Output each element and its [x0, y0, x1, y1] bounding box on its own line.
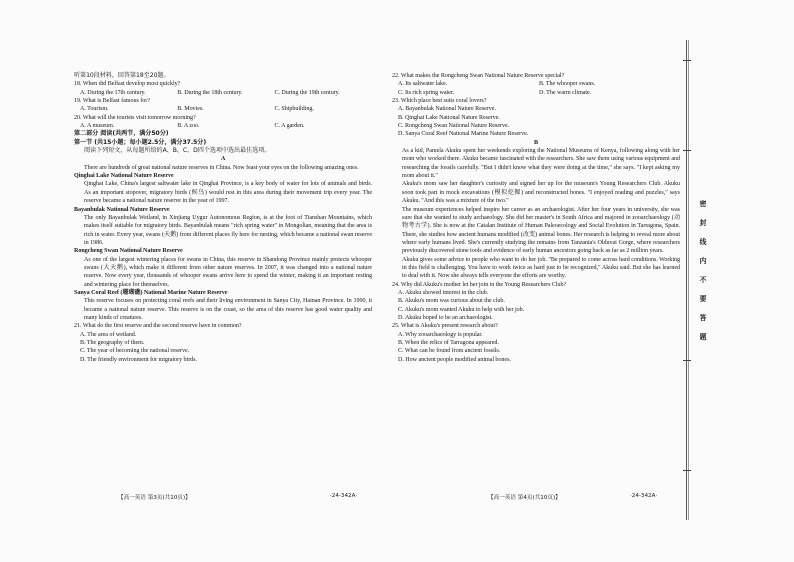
- option: B. The geography of them.: [80, 340, 145, 346]
- passage-b-paragraph-3: The museum experiences helped inspire her career as an archaeologist. After her four years in university, she was sure that she wanted to study archaeology. She did her master's in South Africa and majored in zooarchaeology (动物考古学). She is now at the Catalan Institute of Human Paleoecology and Social Evolution in Tarragona, Spain. There, she studies how ancient humans modified (改变) animal bones. Her research is helping to reveal more about where early humans lived. She's currently studying the remains from Tanzania's Olduvai Gorge, where researchers previously discovered stone tools and evidence of early human ancestors going back as far as 2 million years.: [402, 206, 680, 255]
- footer-right-code: ·24-342A·: [630, 493, 658, 499]
- binding-char: 不: [699, 276, 707, 284]
- footer-right-page-label: 【高一英语 第4页(共10页)】: [488, 495, 561, 501]
- passage-a-intro: There are hundreds of great national nature reserves in China. Now feast your eyes on the following amazing ones.: [84, 164, 359, 171]
- passage-b-label: B: [533, 139, 538, 146]
- option: A. Tourism.: [80, 106, 109, 113]
- binding-line-secondary: [688, 40, 689, 520]
- option: C. During the 19th century.: [274, 89, 340, 96]
- option: A. During the 17th century.: [80, 89, 146, 96]
- question-19-options: [74, 105, 372, 113]
- option: A. Akuku showed interest in the club.: [398, 289, 489, 296]
- option: A. A museum.: [80, 123, 115, 130]
- left-page: [74, 72, 372, 364]
- binding-warning-text: [697, 195, 709, 347]
- binding-char: 要: [699, 295, 707, 303]
- question-20: 20. What will the tourists visit tomorrow morning?: [74, 114, 196, 121]
- binding-char: 答: [699, 314, 707, 322]
- binding-tick: [683, 360, 691, 361]
- question-22: 22. What makes the Rongcheng Swan National Nature Reserve special?: [392, 73, 565, 79]
- binding-tick: [683, 150, 691, 151]
- option: A. Bayanbulak National Nature Reserve.: [398, 106, 496, 113]
- option: B. When the relics of Tarragona appeared.: [398, 340, 499, 346]
- reading-instructions: 阅读下列短文，从每题所给的A、B、C、D四个选项中选出最佳选项。: [84, 147, 271, 155]
- binding-char: 内: [699, 257, 707, 265]
- section-one-heading: 第一节 (共15小题；每小题2.5分，满分37.5分): [74, 138, 207, 146]
- reserve-heading-bayanbulak: Bayanbulak National Nature Reserve: [74, 206, 170, 213]
- option: C. What can be found from ancient fossils.: [398, 348, 501, 355]
- option: A. Why zooarchaeology is popular.: [398, 331, 483, 338]
- binding-char: 封: [699, 219, 707, 227]
- reserve-text-sanya: This reserve focuses on protecting coral reefs and their living environment in Sanya City, Hainan Province. In 1990, it became a national nature reserve. This reserve is on the coast, so the area of this reserve has good water quality and many kinds of creatures.: [84, 298, 372, 321]
- footer-left-code: ·24-342A·: [330, 493, 358, 499]
- binding-tick: [683, 60, 691, 61]
- question-22-options-row1: [392, 80, 680, 88]
- option: D. The warm climate.: [539, 89, 592, 96]
- option: D. Sanya Coral Reef National Marine Nature Reserve.: [398, 131, 529, 138]
- question-19: 19. What is Belfast famous for?: [74, 98, 150, 105]
- option: D. How ancient people modified animal bones.: [398, 356, 511, 363]
- right-page: [392, 72, 680, 364]
- question-18: 18. When did Belfast develop most quickly?: [74, 81, 181, 88]
- option: B. Akuku's mom was curious about the club.: [398, 298, 505, 305]
- passage-b-paragraph-4: Akuku gives some advice to people who want to do her job. "Be prepared to come across hard conditions. Working in this field is challenging. You have to work twice as hard just to be recognized," Akuku said. But she has learned to deal with it. Now she always tells everyone the efforts are worthy.: [402, 256, 680, 280]
- reserve-heading-sanya: Sanya Coral Reef (珊瑚礁) National Marine Nature Reserve: [74, 289, 228, 296]
- reserve-heading-qinghai: Qinghai Lake National Nature Reserve: [74, 173, 174, 180]
- binding-char: 线: [699, 238, 707, 246]
- option: A. Its saltwater lake.: [398, 81, 448, 88]
- passage-a-label: A: [220, 156, 226, 163]
- binding-char: 密: [699, 200, 707, 208]
- option: C. A garden.: [274, 123, 305, 130]
- option: D. The friendly environment for migratory birds.: [80, 356, 197, 363]
- option: B. A zoo.: [177, 123, 200, 130]
- option: B. The whooper swans.: [539, 81, 596, 88]
- reserve-text-rongcheng: As one of the largest wintering places for swans in China, this reserve in Shandong Province mainly protects whooper swans (大天鹅), which make it different from other nature reserves. In 2007, it was changed into a national nature reserve. Now every year, thousands of whooper swans arrive here to spend the winter, making it an important resting and wintering place for themselves.: [84, 256, 372, 288]
- option: D. Akuku hoped to be an archaeologist.: [398, 314, 493, 321]
- option: C. Shipbuilding.: [274, 106, 314, 113]
- option: B. Qinghai Lake National Nature Reserve.: [398, 114, 500, 121]
- binding-line: [686, 40, 687, 520]
- reserve-text-qinghai: Qinghai Lake, China's largest saltwater lake in Qinghai Province, is a key body of water for lots of animals and birds. As an important stopover, migratory birds (候鸟) would rest in this area during their movement trip every year. The reserve became a national nature reserve in the year of 1997.: [84, 181, 372, 205]
- part-two-heading: 第二部分 阅读(共两节，满分50分): [74, 130, 169, 138]
- question-25: 25. What is Akuku's present research about?: [392, 323, 498, 330]
- binding-tick: [683, 470, 691, 471]
- question-18-options: [74, 89, 372, 97]
- question-23: 23. Which place best suits coral lovers?: [392, 98, 487, 105]
- option: A. The area of wetland.: [80, 331, 137, 338]
- binding-char: 题: [699, 333, 707, 341]
- option: C. Rongcheng Swan National Nature Reserve.: [398, 123, 510, 130]
- reserve-text-bayanbulak: The only Bayanbulak Wetland, in Xinjiang Uygur Autonomous Region, is at the foot of Tianshan Mountains, which makes itself suitable for migratory birds. Bayanbulak means "rich spring water" in Mongolian, meaning that the area is rich in water. Every year, swans (天鹅) from different places fly here for nesting, which became a national swan reserve in 1986.: [84, 214, 372, 246]
- question-21: 21. What do the first reserve and the second reserve have in common?: [74, 323, 242, 330]
- passage-b-paragraph-1: As a kid, Pamela Akuku spent her weekends exploring the National Museums of Kenya, following along with her mom who worked there. Akuku became fascinated with the researchers. She saw them using various equipment and researching the fossils carefully. "But I didn't know what they were doing at the time," she says. "I kept asking my mom about it.": [402, 148, 680, 180]
- passage-b-paragraph-2: Akuku's mom saw her daughter's curiosity and signed her up for the museum's Young Researchers Club. Akuku soon took part in mock excavations (模拟挖掘) and reconstructed bones. "I enjoyed reading and puzzles," says Akuku. "And this was a mixture of the two.": [402, 181, 680, 205]
- question-24: 24. Why did Akuku's mother let her join in the Young Researchers Club?: [392, 281, 567, 288]
- option: C. Its rich spring water.: [398, 89, 454, 96]
- question-22-options-row2: [392, 89, 680, 97]
- option: B. During the 18th century.: [177, 89, 243, 96]
- option: C. The year of becoming the national reserve.: [80, 348, 190, 355]
- option: C. Akuku's mom wanted Akuku to help with her job.: [398, 306, 525, 313]
- reserve-heading-rongcheng: Rongcheng Swan National Nature Reserve: [74, 248, 183, 255]
- footer-left-page-label: 【高一英语 第3页(共10页)】: [118, 495, 191, 501]
- listening-intro: 听第10段材料，回答第18至20题。: [74, 72, 170, 79]
- option: B. Movies.: [177, 106, 204, 113]
